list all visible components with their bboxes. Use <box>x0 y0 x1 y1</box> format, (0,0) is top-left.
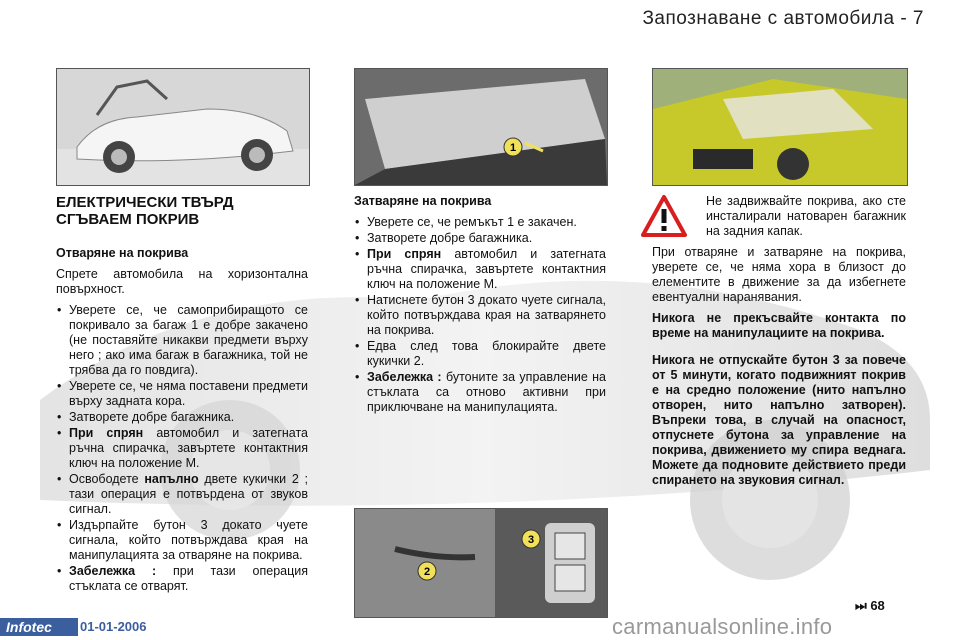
section-title: ЕЛЕКТРИЧЕСКИ ТВЪРД СГЪВАЕМ ПОКРИВ <box>56 194 234 228</box>
list-item: • При спрян автомобил и затегната ръчна спирачка, завъртете контактния ключ на положение M. <box>354 247 606 292</box>
list-item: • Затворете добре багажника. <box>354 231 606 246</box>
watermark: carmanualsonline.info <box>612 614 833 639</box>
callout-2: 2 <box>423 566 431 578</box>
warning-bold-1: Никога не прекъсвайте контакта по време на манипулациите на покрива. <box>652 311 906 340</box>
photo-car-rear-roof <box>652 68 908 186</box>
column-opening <box>56 194 308 595</box>
fast-forward-icon: ⏭ <box>855 598 871 613</box>
photo-roof-hooks-button <box>354 508 608 618</box>
opening-subtitle: Отваряне на покрива <box>56 246 189 260</box>
list-item: • При спрян автомобил и затегната ръчна спирачка, завъртете контактния ключ на положение M. <box>56 426 308 471</box>
list-item: • Затворете добре багажника. <box>56 410 308 425</box>
list-item: • Уверете се, че няма поставени предмети върху задната кора. <box>56 379 308 409</box>
list-item: • Освободете напълно двете кукички 2 ; тази операция е потвърдена от звуков сигнал. <box>56 472 308 517</box>
page-header: Запознаване с автомобила - 7 <box>642 8 924 29</box>
warning-text-1: Не задвижвайте покрива, ако сте инсталирали натоварен багажник на задния капак. <box>706 194 906 238</box>
next-page-link[interactable]: ⏭ 68 <box>855 598 885 613</box>
list-item: • Натиснете бутон 3 докато чуете сигнала, който потвърждава края на затварянето на покрива. <box>354 293 606 338</box>
opening-steps <box>56 303 308 594</box>
list-item: • Забележка : при тази операция стъклата се отварят. <box>56 564 308 594</box>
list-item: • Уверете се, че самоприбиращото се покривало за багаж 1 е добре закачено (не поставяйте никакви предмети върху него ; ако има багаж в багажника, той не трябва да го повдига). <box>56 303 308 378</box>
list-item: • Уверете се, че ремъкът 1 е закачен. <box>354 215 606 230</box>
warning-text-2: При отваряне и затваряне на покрива, уверете се, че няма хора в близост до елементите в движение за да избегнете евентуални наранявания. <box>652 245 906 304</box>
column-warnings <box>652 194 906 494</box>
list-item: • Издърпайте бутон 3 докато чуете сигнала, който потвърждава края на манипулацията за отваряне на покрива. <box>56 518 308 563</box>
warning-bold-2: Никога не отпускайте бутон 3 за повече от 5 минути, когато подвижният покрив е на средно положение (нито напълно отворен, нито напълно затворен). Въпреки това, в случай на опасност, отпуснете бутона за управление на покрива, движението му спира веднага. Можете да подновите действието преди спирането на звуковия сигнал. <box>652 353 906 487</box>
closing-steps <box>354 215 606 415</box>
list-item: • Едва след това блокирайте двете кукички 2. <box>354 339 606 369</box>
infotec-logo: Infotec <box>0 618 78 636</box>
callout-3: 3 <box>527 534 535 546</box>
list-item: • Забележка : бутоните за управление на стъклата са отново активни при приключване на манипулацията. <box>354 370 606 415</box>
opening-intro: Спрете автомобила на хоризонтална повърхност. <box>56 267 308 296</box>
closing-subtitle: Затваряне на покрива <box>354 194 492 208</box>
photo-car-roof-opening <box>56 68 310 186</box>
callout-1: 1 <box>509 142 517 154</box>
column-closing <box>354 194 606 416</box>
footer-date: 01-01-2006 <box>80 619 147 634</box>
photo-luggage-cover <box>354 68 608 186</box>
